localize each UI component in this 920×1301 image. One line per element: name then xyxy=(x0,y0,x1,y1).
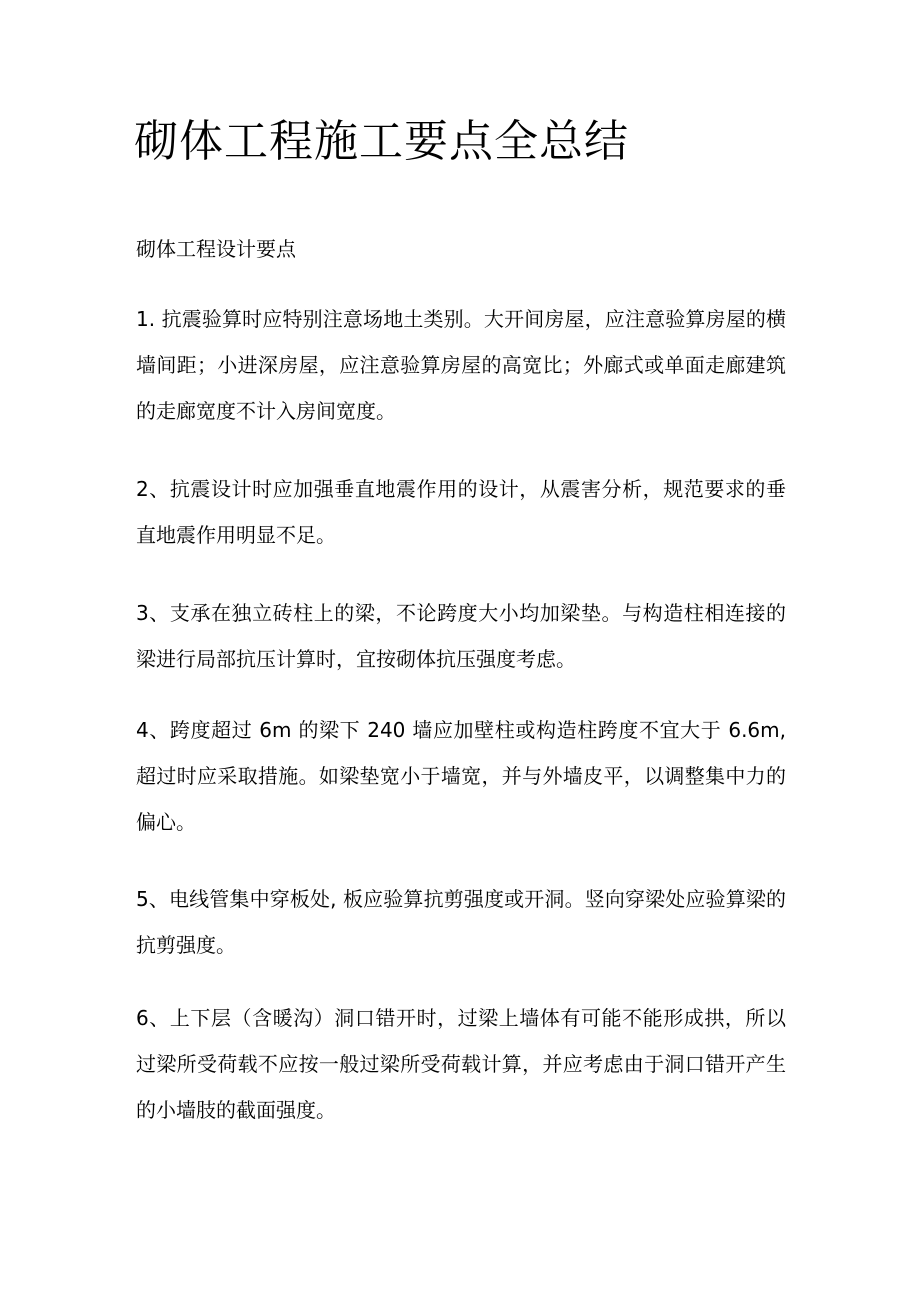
paragraph-5: 5、电线管集中穿板处, 板应验算抗剪强度或开洞。竖向穿梁处应验算梁的抗剪强度。 xyxy=(136,887,786,957)
page-title: 砌体工程施工要点全总结 xyxy=(134,116,629,167)
paragraph-6: 6、上下层（含暖沟）洞口错开时，过梁上墙体有可能不能形成拱，所以过梁所受荷载不应按一般过梁所受荷载计算，并应考虑由于洞口错开产生的小墙肢的截面强度。 xyxy=(136,1006,786,1122)
paragraph-4: 4、跨度超过 6m 的梁下 240 墙应加壁柱或构造柱跨度不宜大于 6.6m,超过时应采取措施。如梁垫宽小于墙宽，并与外墙皮平，以调整集中力的偏心。 xyxy=(136,718,786,834)
paragraph-2: 2、抗震设计时应加强垂直地震作用的设计，从震害分析，规范要求的垂直地震作用明显不足。 xyxy=(136,477,786,547)
section-heading: 砌体工程设计要点 xyxy=(136,237,296,261)
paragraph-3: 3、支承在独立砖柱上的梁，不论跨度大小均加梁垫。与构造柱相连接的梁进行局部抗压计算时，宜按砌体抗压强度考虑。 xyxy=(136,601,786,671)
paragraph-1: 1. 抗震验算时应特别注意场地土类别。大开间房屋，应注意验算房屋的横墙间距；小进深房屋，应注意验算房屋的高宽比；外廊式或单面走廊建筑的走廊宽度不计入房间宽度。 xyxy=(136,307,786,423)
